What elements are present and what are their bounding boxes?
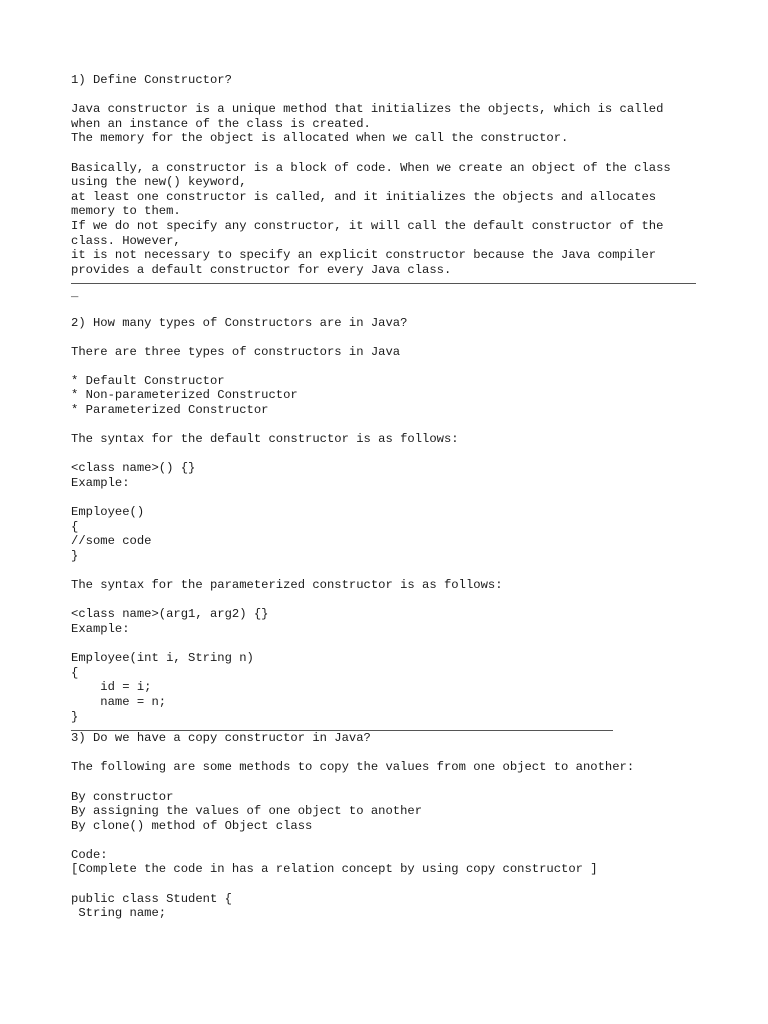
q2-param-example-code: Employee(int i, String n) { id = i; name = n; } xyxy=(71,651,254,724)
q2-types-list: * Default Constructor * Non-parameterized Constructor * Parameterized Constructor xyxy=(71,373,298,418)
q2-title: 2) How many types of Constructors are in Java? xyxy=(71,315,408,330)
document-page xyxy=(71,73,711,921)
q3-code-snippet: public class Student { String name; xyxy=(71,891,232,921)
q1-title: 1) Define Constructor? xyxy=(71,73,232,87)
q2-param-syntax: <class name>(arg1, arg2) {} Example: xyxy=(71,607,269,636)
q1-paragraph-1: Java constructor is a unique method that initializes the objects, which is called when an instance of the class is created. The memory for the object is allocated when we call the constructor. xyxy=(71,102,664,146)
section-divider-1 xyxy=(71,283,696,284)
q3-code-label: Code: [Complete the code in has a relation concept by using copy constructor ] xyxy=(71,847,598,877)
q1-trailing-underscore: _ xyxy=(71,286,79,301)
q3-methods-list: By constructor By assigning the values of one object to another By clone() method of Object class xyxy=(71,789,423,833)
q2-default-example-code: Employee() { //some code } xyxy=(71,505,152,563)
q3-title: 3) Do we have a copy constructor in Java? xyxy=(71,731,371,746)
q2-default-syntax-intro: The syntax for the default constructor is as follows: xyxy=(71,432,459,447)
q2-default-syntax: <class name>() {} Example: xyxy=(71,461,196,491)
q2-param-syntax-intro: The syntax for the parameterized constructor is as follows: xyxy=(71,578,503,593)
q3-intro: The following are some methods to copy the values from one object to another: xyxy=(71,760,635,775)
q1-paragraph-2: Basically, a constructor is a block of code. When we create an object of the class using the new() keyword, at least one constructor is called, and it initializes the objects and allocates memory to them. If we do not specify any constructor, it will call the default constructor of the class. However, it is not necessary to specify an explicit constructor because the Java compiler provides a default constructor for every Java class. xyxy=(71,160,671,277)
q2-intro: There are three types of constructors in Java xyxy=(71,344,401,359)
